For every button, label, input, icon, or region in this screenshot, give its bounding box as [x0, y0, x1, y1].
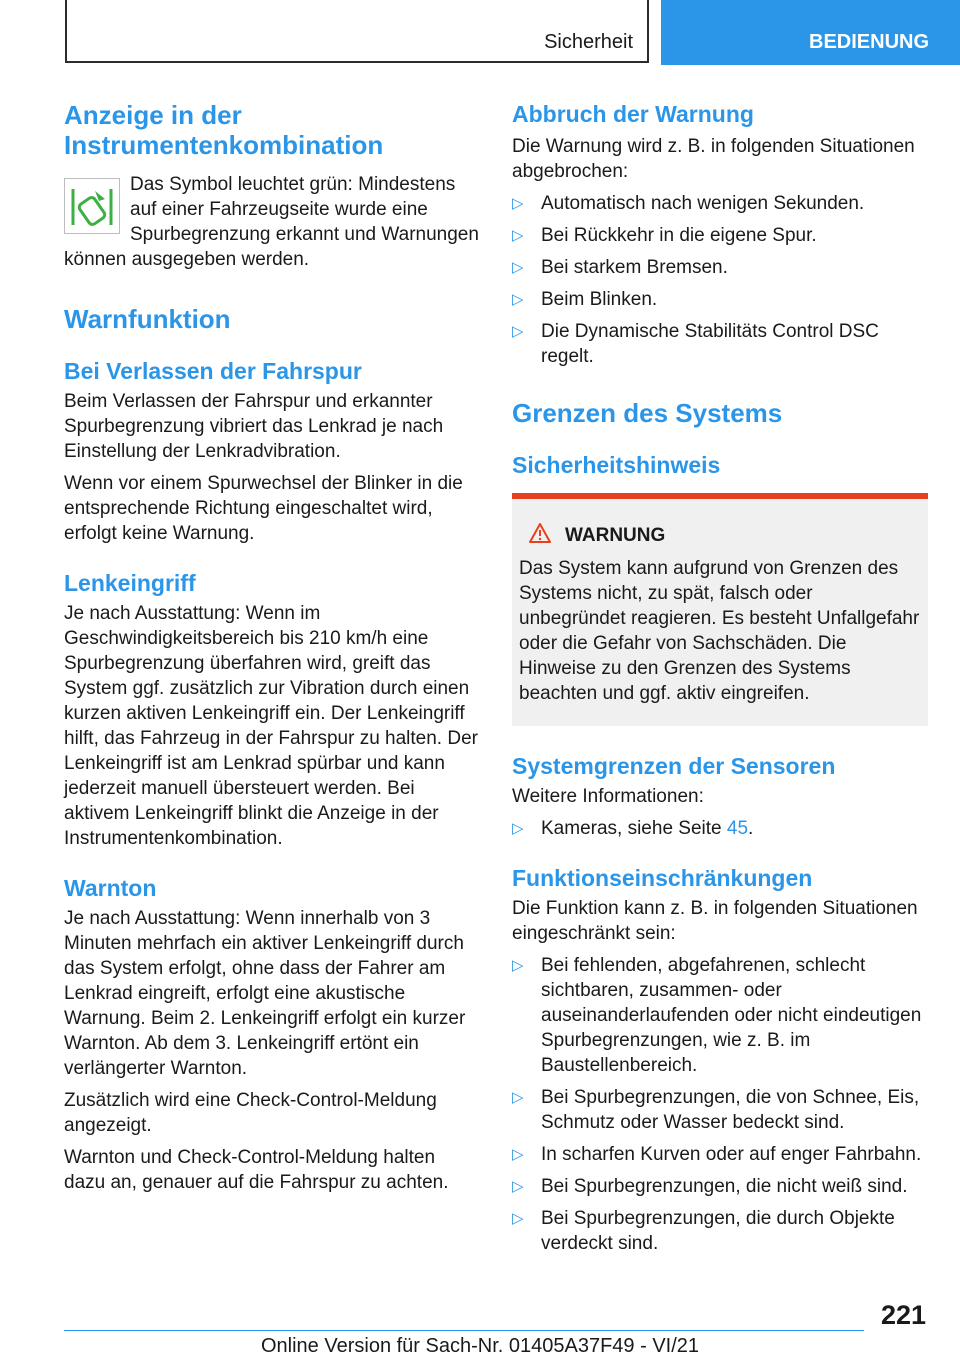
heading-sensor-limits: Systemgrenzen der Sensoren: [512, 753, 836, 779]
bullet-triangle-icon: ▷: [512, 957, 524, 974]
header-section: [65, 0, 649, 63]
heading-warnton: Warnton: [64, 875, 157, 901]
sensor-intro: Weitere Informationen:: [512, 786, 704, 807]
bullet-triangle-icon: ▷: [512, 1178, 524, 1195]
list-item: ▷ Bei fehlenden, abgefahrenen, schlecht sichtbaren, zusammen- oder auseinanderlaufenden oder nicht eindeutigen Spurbegrenzungen, wie z. B. im Baustellenbereich.: [512, 955, 922, 1076]
display-block: [64, 172, 480, 272]
heading-function-restrictions: Funktionseinschränkungen: [512, 865, 813, 891]
list-item: ▷ Bei starkem Bremsen.: [512, 257, 728, 278]
list-item: ▷ Bei Spurbegrenzungen, die nicht weiß sind.: [512, 1176, 908, 1197]
warning-box: [512, 493, 928, 726]
bullet-triangle-icon: ▷: [512, 291, 524, 308]
heading-lane-leave: Bei Verlassen der Fahrspur: [64, 358, 362, 384]
header-chapter-tab[interactable]: [661, 0, 960, 65]
bullet-triangle-icon: ▷: [512, 195, 524, 212]
lane-text-1: Beim Verlassen der Fahrspur und erkannter Spurbegrenzung vibriert das Lenkrad je nach Einstellung der Lenkradvibration.: [64, 391, 444, 462]
function-intro: Die Funktion kann z. B. in folgenden Situationen eingeschränkt sein:: [512, 898, 918, 944]
bullet-triangle-icon: ▷: [512, 1210, 524, 1227]
lane-assist-symbol-icon: [64, 178, 120, 234]
heading-system-limits: Grenzen des Systems: [512, 398, 783, 428]
footer-divider: [64, 1330, 864, 1331]
list-item: ▷ In scharfen Kurven oder auf enger Fahrbahn.: [512, 1144, 922, 1165]
abort-list: [512, 191, 928, 369]
bullet-triangle-icon: ▷: [512, 820, 524, 837]
bullet-triangle-icon: ▷: [512, 1146, 524, 1163]
list-item: ▷ Die Dynamische Stabilitäts Control DSC regelt.: [512, 321, 879, 367]
bullet-triangle-icon: ▷: [512, 227, 524, 244]
warning-triangle-icon: [529, 523, 551, 543]
left-column: [64, 100, 480, 1195]
lane-text-2: Wenn vor einem Spurwechsel der Blinker in die entsprechende Richtung eingeschaltet wird, erfolgt keine Warnung.: [64, 473, 463, 544]
list-item: ▷ Bei Rückkehr in die eigene Spur.: [512, 225, 817, 246]
heading-display: Anzeige in der Instrumentenkombination: [64, 100, 384, 160]
function-list: [512, 953, 928, 1256]
page-number: 221: [880, 1300, 926, 1330]
warnton-text-1: Je nach Ausstattung: Wenn innerhalb von 3 Minuten mehrfach ein aktiver Lenkeingriff durch das System erfolgt, ohne dass der Fahrer am Lenkrad eingreift, erfolgt eine akustische Warnung. Beim 2. Lenkeingriff erfolgt ein kurzer Warnton. Ab dem 3. Lenkeingriff ertönt ein verlängerter Warnton.: [64, 908, 466, 1079]
bullet-triangle-icon: ▷: [512, 1089, 524, 1106]
bullet-triangle-icon: ▷: [512, 323, 524, 340]
warnton-text-2: Zusätzlich wird eine Check-Control-Meldung angezeigt.: [64, 1090, 437, 1136]
bullet-triangle-icon: ▷: [512, 259, 524, 276]
warnton-text-3: Warnton und Check-Control-Meldung halten dazu an, genauer auf die Fahrspur zu achten.: [64, 1147, 449, 1193]
list-item: ▷ Beim Blinken.: [512, 289, 658, 310]
warning-title-text: WARNUNG: [565, 525, 666, 546]
list-item: ▷ Automatisch nach wenigen Sekunden.: [512, 193, 865, 214]
footer-online-version: Online Version für Sach-Nr. 01405A37F49 - VI/21: [260, 1335, 700, 1357]
heading-steering: Lenkeingriff: [64, 570, 196, 596]
header-chapter-label: BEDIENUNG: [809, 31, 930, 53]
display-text: Das Symbol leuchtet grün: Mindestens auf einer Fahrzeugseite wurde eine Spurbegrenzung erkannt und Warnungen können ausgegeben werden.: [64, 174, 479, 270]
warning-text: Das System kann aufgrund von Grenzen des Systems nicht, zu spät, falsch oder unbegründet reagieren. Es besteht Unfallgefahr oder die Gefahr von Sachschäden. Die Hinweise zu den Grenzen des Systems beachten und ggf. aktiv eingreifen.: [519, 558, 920, 704]
page-link-45[interactable]: 45: [726, 818, 749, 839]
heading-safety-note: Sicherheitshinweis: [512, 452, 721, 478]
right-column: [512, 100, 928, 1256]
steering-text: Je nach Ausstattung: Wenn im Geschwindigkeitsbereich bis 210 km/h eine Spurbegrenzung überfahren wird, greift das System ggf. zusätzlich zur Vibration durch einen kurzen aktiven Lenkeingriff ein. Der Lenkeingriff hilft, das Fahrzeug in der Fahrspur zu halten. Der Lenkeingriff ist am Lenkrad spürbar und kann jederzeit manuell übersteuert werden. Bei aktivem Lenkeingriff blinkt die Anzeige in der Instrumentenkombination.: [64, 603, 478, 849]
list-item: ▷ Kameras, siehe Seite 45.: [512, 818, 754, 839]
list-item: ▷ Bei Spurbegrenzungen, die von Schnee, Eis, Schmutz oder Wasser bedeckt sind.: [512, 1087, 920, 1133]
heading-warnfunktion: Warnfunktion: [64, 304, 231, 334]
header-section-label: Sicherheit: [544, 31, 633, 53]
abort-intro: Die Warnung wird z. B. in folgenden Situationen abgebrochen:: [512, 136, 915, 182]
sensor-list: [512, 816, 928, 841]
list-item: ▷ Bei Spurbegrenzungen, die durch Objekte verdeckt sind.: [512, 1208, 895, 1254]
heading-abort: Abbruch der Warnung: [512, 101, 754, 127]
warning-title: [519, 523, 920, 548]
